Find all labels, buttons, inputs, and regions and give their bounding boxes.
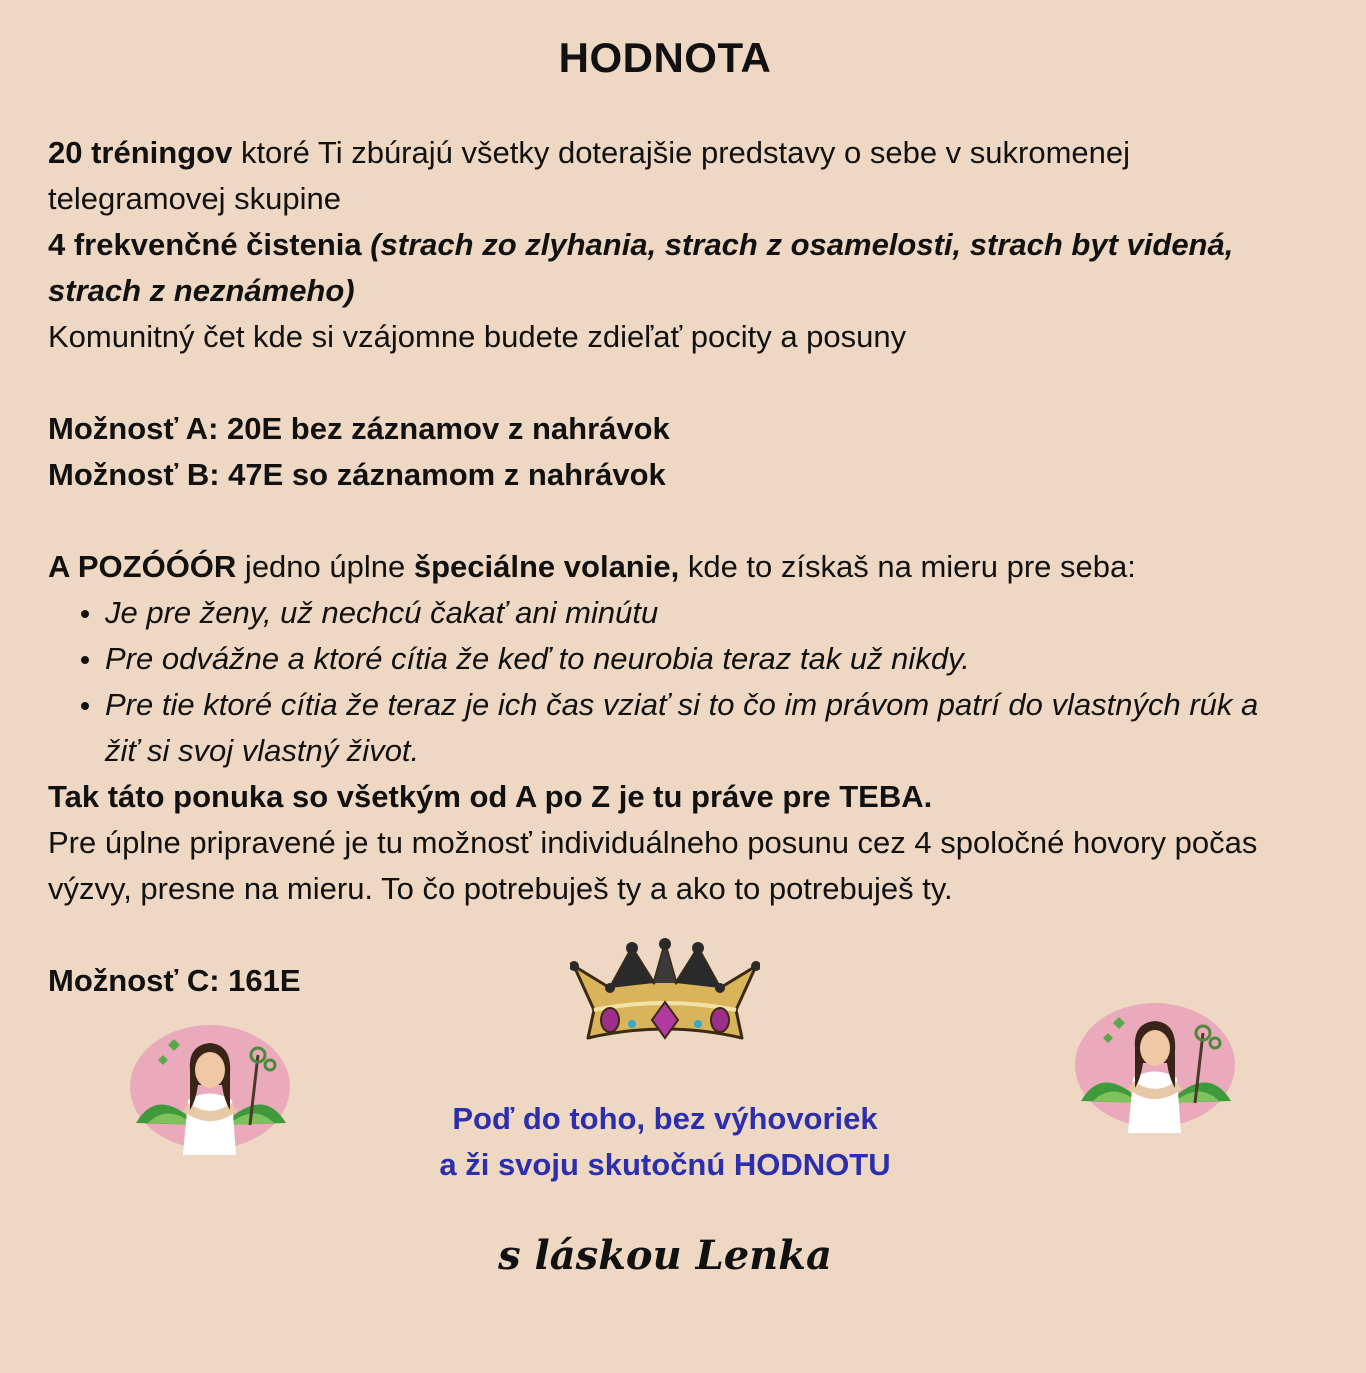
- option-b-text: Možnosť B: 47E so záznamom z nahrávok: [48, 457, 666, 492]
- list-item: Pre tie ktoré cítia že teraz je ich čas vziať si to čo im právom patrí do vlastných rúk a žiť si svoj vlastný život.: [105, 682, 1288, 774]
- offer-statement: [48, 774, 1288, 820]
- special-text-1: jedno úplne: [236, 549, 414, 584]
- page-title: HODNOTA: [558, 34, 772, 81]
- crown-icon: [570, 938, 760, 1050]
- option-a-text: Možnosť A: 20E bez záznamov z nahrávok: [48, 411, 670, 446]
- option-a: [48, 406, 1288, 452]
- self-love-woman-icon: [1073, 993, 1238, 1133]
- individual-offer: Pre úplne pripravené je tu možnosť individuálneho posunu cez 4 spoločné hovory počas výzvy, presne na mieru. To čo potrebuješ ty a ako to potrebuješ ty.: [48, 825, 1258, 906]
- list-item: Je pre ženy, už nechcú čakať ani minútu: [105, 590, 1288, 636]
- call-to-action: [380, 1096, 950, 1188]
- self-love-woman-icon: [128, 1015, 293, 1155]
- signature: s láskou Lenka: [498, 1232, 832, 1279]
- special-text-2: kde to získaš na mieru pre seba:: [679, 549, 1136, 584]
- intro-community: Komunitný čet kde si vzájomne budete zdieľať pocity a posuny: [48, 319, 907, 354]
- option-c-text: Možnosť C: 161E: [48, 963, 301, 998]
- trainings-text: ktoré Ti zbúrajú všetky doterajšie predstavy o sebe v sukromenej telegramovej skupine: [48, 135, 1131, 216]
- cleansing-bold: 4 frekvenčné čistenia: [48, 227, 371, 262]
- offer-bold: Tak táto ponuka so všetkým od A po Z je tu práve pre TEBA.: [48, 779, 933, 814]
- intro-cleansing: [48, 222, 1288, 314]
- option-b: [48, 452, 1288, 498]
- list-item: Pre odvážne a ktoré cítia že keď to neurobia teraz tak už nikdy.: [105, 636, 1288, 682]
- cta-line-2: a ži svoju skutočnú HODNOTU: [439, 1147, 891, 1182]
- bullet-list: [48, 590, 1288, 774]
- cta-line-1: Poď do toho, bez výhovoriek: [452, 1101, 878, 1136]
- intro-trainings: [48, 130, 1288, 222]
- main-content: [48, 130, 1288, 1004]
- special-call: [48, 544, 1288, 590]
- cleansing-fears: (strach zo zlyhania, strach z osamelosti, strach byt videná, strach z neznámeho): [48, 227, 1234, 308]
- attention-bold: A POZÓÓÓR: [48, 549, 237, 584]
- special-call-bold: špeciálne volanie,: [413, 549, 680, 584]
- trainings-bold: 20 tréningov: [48, 135, 233, 170]
